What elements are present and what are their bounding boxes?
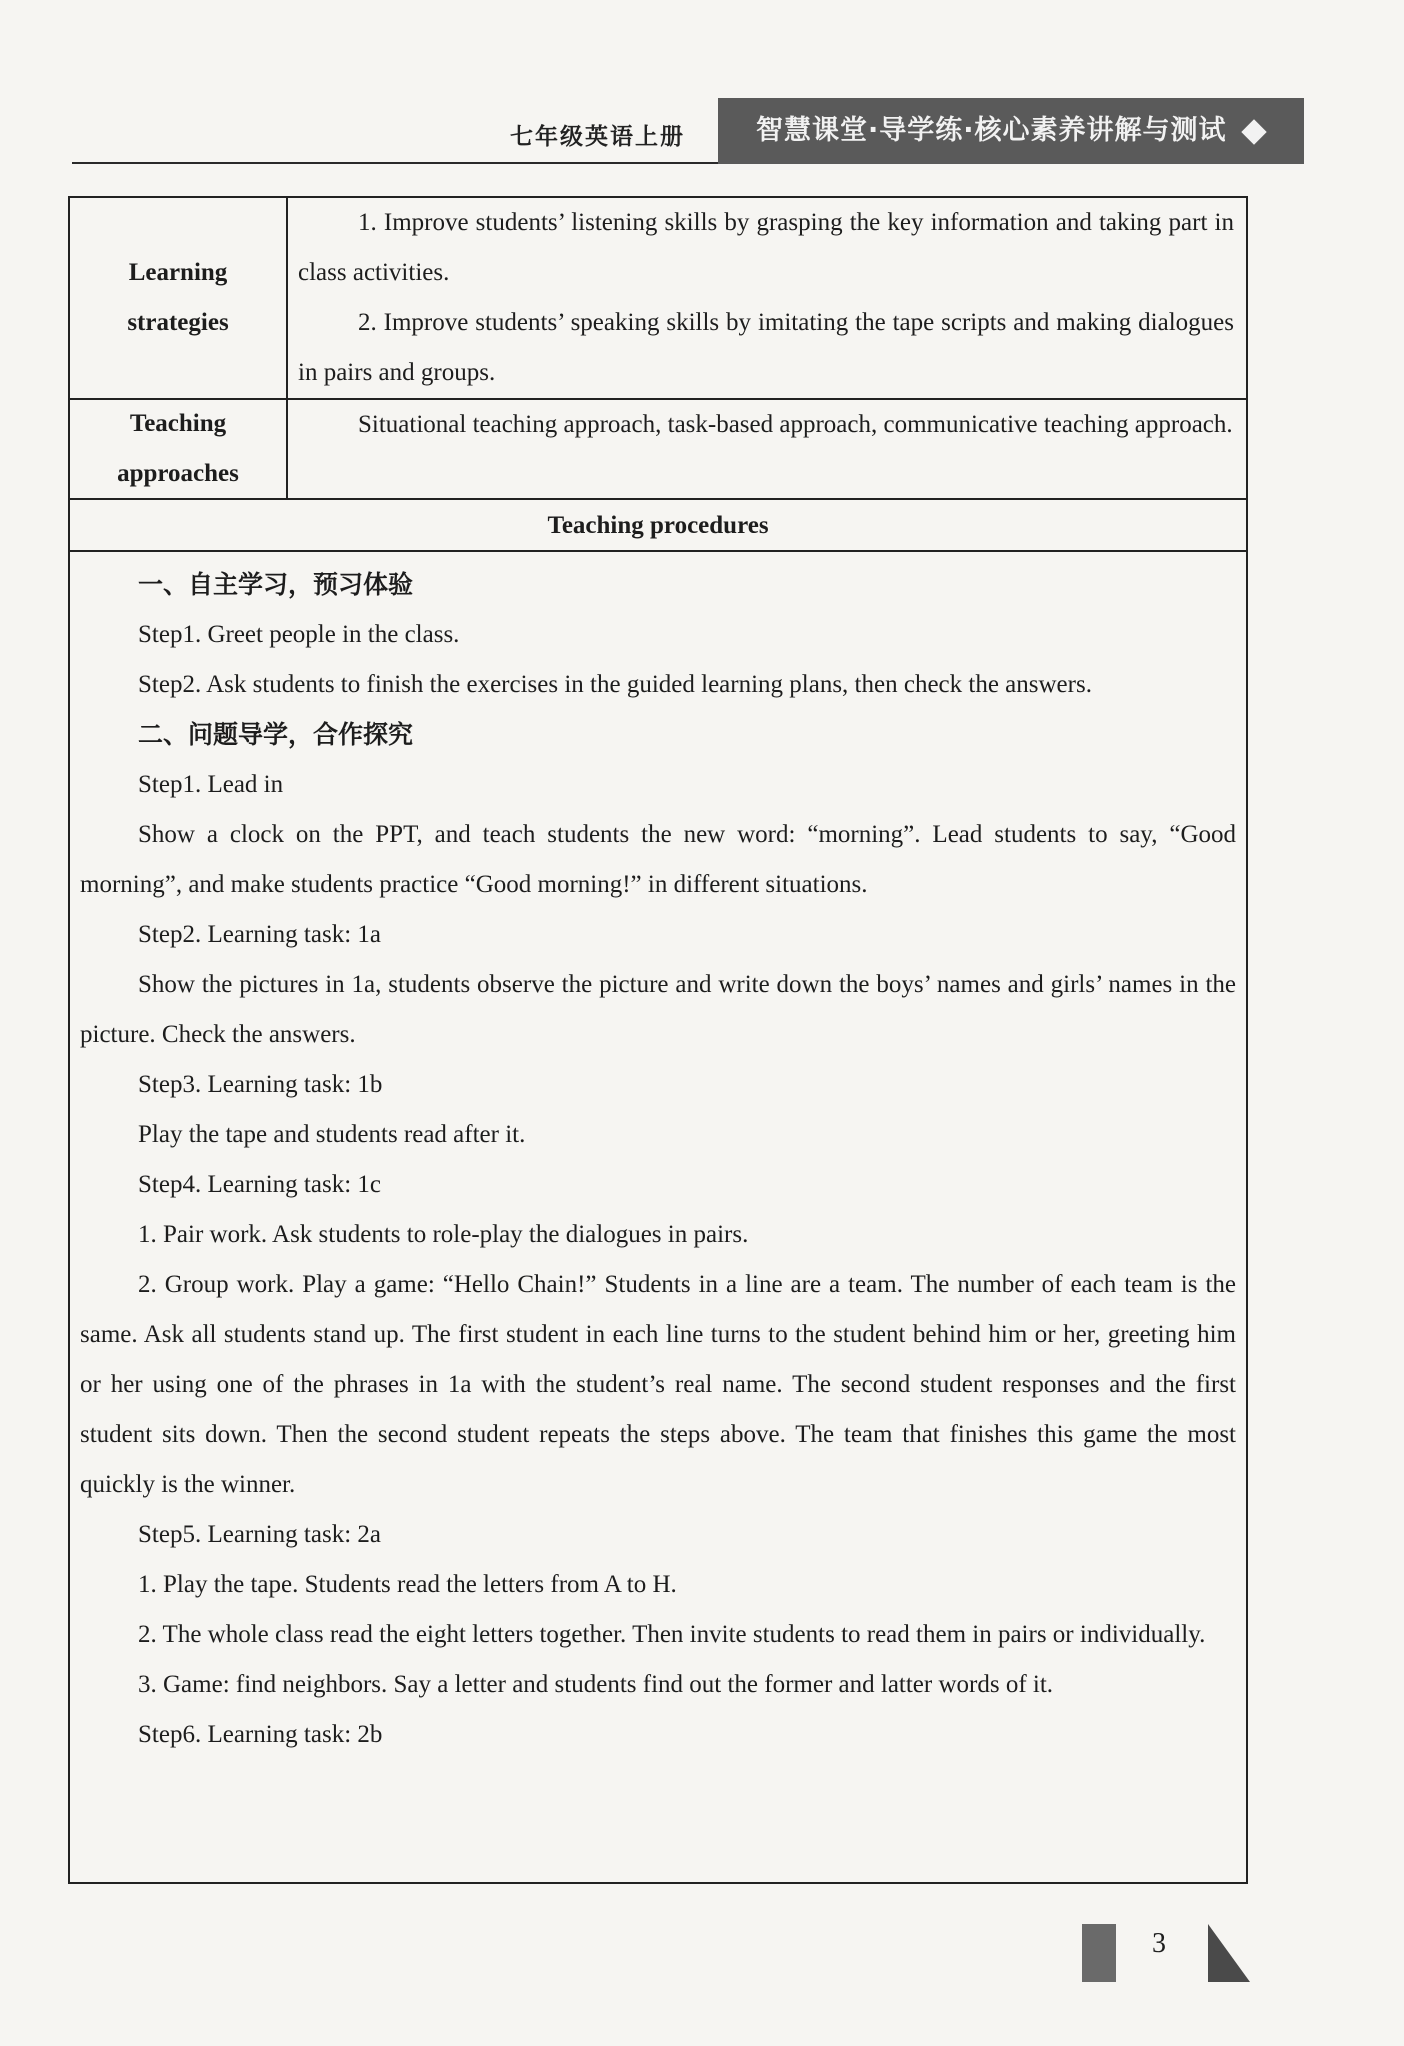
- step-text: 3. Game: find neighbors. Say a letter and students find out the former and latter words of it.: [138, 1671, 1054, 1698]
- corner-triangle-icon: [1208, 1924, 1250, 1982]
- step-title: Step5. Learning task: 2a: [138, 1521, 381, 1548]
- step-text: 1. Play the tape. Students read the letters from A to H.: [138, 1571, 677, 1598]
- teaching-procedures-row: [70, 500, 1246, 552]
- label-line: approaches: [117, 460, 239, 487]
- learning-strategies-label: [70, 198, 288, 398]
- series-banner: [718, 98, 1304, 164]
- step-text: Show the pictures in 1a, students observe the picture and write down the boys’ names and girls’ names in the picture. Check the answers.: [80, 971, 1236, 1048]
- step-title: Step4. Learning task: 1c: [138, 1171, 381, 1198]
- step-title: Step6. Learning task: 2b: [138, 1721, 383, 1748]
- teaching-procedures-title: Teaching procedures: [547, 512, 769, 539]
- label-line: Learning: [128, 259, 228, 286]
- header-rule: [72, 162, 718, 164]
- learning-strategies-text: [288, 198, 1246, 398]
- diamond-icon: [1241, 119, 1266, 144]
- label-line: Teaching: [129, 410, 227, 437]
- step-text: 2. Group work. Play a game: “Hello Chain!” Students in a line are a team. The number of each team is the same. Ask all students stand up. The first student in each line turns to the student behind him or her, greeting him or her using one of the phrases in 1a with the student’s real name. The second student responses and the first student sits down. Then the second student repeats the steps above. The team that finishes this game the most quickly is the winner.: [80, 1271, 1236, 1498]
- page-number: 3: [1152, 1928, 1166, 1959]
- teaching-approaches-row: [70, 400, 1246, 500]
- teaching-approaches-label: [70, 400, 288, 498]
- step-title: Step2. Learning task: 1a: [138, 921, 381, 948]
- step-text: Step1. Greet people in the class.: [138, 621, 460, 648]
- step-title: Step1. Lead in: [138, 771, 284, 798]
- procedures-body: [80, 560, 1236, 1760]
- step-text: Step2. Ask students to finish the exercises in the guided learning plans, then check the answers.: [138, 671, 1092, 698]
- step-text: 1. Pair work. Ask students to role-play the dialogues in pairs.: [138, 1221, 749, 1248]
- step-text: 2. The whole class read the eight letters together. Then invite students to read them in pairs or individually.: [138, 1621, 1206, 1648]
- book-title: 七年级英语上册: [510, 124, 685, 150]
- strategy-item: 1. Improve students’ listening skills by grasping the key information and taking part in class activities.: [298, 209, 1234, 286]
- section-heading: 一、自主学习，预习体验: [138, 570, 414, 599]
- strategy-item: 2. Improve students’ speaking skills by imitating the tape scripts and making dialogues in pairs and groups.: [298, 309, 1234, 386]
- step-text: Show a clock on the PPT, and teach students the new word: “morning”. Lead students to say, “Good morning”, and make students practice “Good morning!” in different situations.: [80, 821, 1236, 898]
- page-tab-marker: [1082, 1924, 1116, 1982]
- section-heading: 二、问题导学，合作探究: [138, 720, 414, 749]
- teaching-approaches-text: [288, 400, 1246, 498]
- learning-strategies-row: [70, 198, 1246, 400]
- lesson-plan-table: [68, 196, 1248, 1884]
- step-title: Step3. Learning task: 1b: [138, 1071, 383, 1098]
- label-line: strategies: [127, 309, 229, 336]
- step-text: Play the tape and students read after it.: [138, 1121, 526, 1148]
- series-title: 智慧课堂·导学练·核心素养讲解与测试: [756, 115, 1227, 146]
- approaches-text: Situational teaching approach, task-based approach, communicative teaching approach.: [358, 411, 1233, 438]
